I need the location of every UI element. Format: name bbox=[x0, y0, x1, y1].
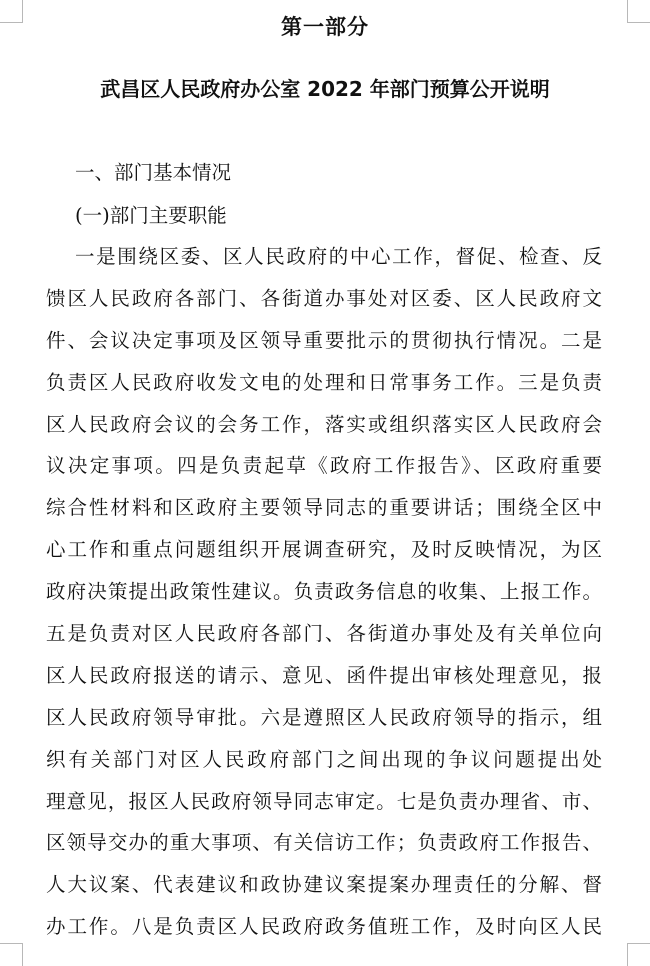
body-line: 区人民政府会议的会务工作，落实或组织落实区人民政府会 bbox=[46, 412, 602, 436]
body-line: 五是负责对区人民政府各部门、各街道办事处及有关单位向 bbox=[46, 622, 602, 646]
body-line: 人大议案、代表建议和政协建议案提案办理责任的分解、督 bbox=[46, 873, 602, 897]
body-line: 政府决策提出政策性建议。负责政务信息的收集、上报工作。 bbox=[46, 580, 602, 604]
body-line: 心工作和重点问题组织开展调查研究，及时反映情况，为区 bbox=[46, 538, 602, 562]
body-line: 区人民政府领导审批。六是遵照区人民政府领导的指示，组 bbox=[46, 705, 602, 729]
body-line: 区人民政府报送的请示、意见、函件提出审核处理意见，报 bbox=[46, 663, 602, 687]
body-line: 办工作。八是负责区人民政府政务值班工作，及时向区人民 bbox=[46, 915, 602, 939]
body-line: 负责区人民政府收发文电的处理和日常事务工作。三是负责 bbox=[46, 370, 602, 394]
body-line: 理意见，报区人民政府领导同志审定。七是负责办理省、市、 bbox=[46, 789, 602, 813]
body-line: 议决定事项。四是负责起草《政府工作报告》、区政府重要 bbox=[46, 454, 602, 478]
body-line: 综合性材料和区政府主要领导同志的重要讲话；围绕全区中 bbox=[46, 496, 602, 520]
body-line: 馈区人民政府各部门、各街道办事处对区委、区人民政府文 bbox=[46, 286, 602, 310]
page-corner-mark-bottom-left bbox=[0, 943, 23, 966]
part-heading: 第一部分 bbox=[281, 15, 369, 39]
section-heading: 一、部门基本情况 bbox=[75, 161, 232, 184]
body-line: 区领导交办的重大事项、有关信访工作；负责政府工作报告、 bbox=[46, 831, 602, 855]
body-line: 织有关部门对区人民政府部门之间出现的争议问题提出处 bbox=[46, 747, 602, 771]
subsection-heading: (一)部门主要职能 bbox=[75, 204, 227, 227]
document-title: 武昌区人民政府办公室 2022 年部门预算公开说明 bbox=[100, 77, 550, 101]
body-line: 件、会议决定事项及区领导重要批示的贯彻执行情况。二是 bbox=[46, 328, 602, 352]
body-line: 一是围绕区委、区人民政府的中心工作，督促、检查、反 bbox=[75, 245, 602, 268]
body-paragraph bbox=[46, 240, 602, 952]
page-corner-mark-bottom-right bbox=[627, 943, 650, 966]
